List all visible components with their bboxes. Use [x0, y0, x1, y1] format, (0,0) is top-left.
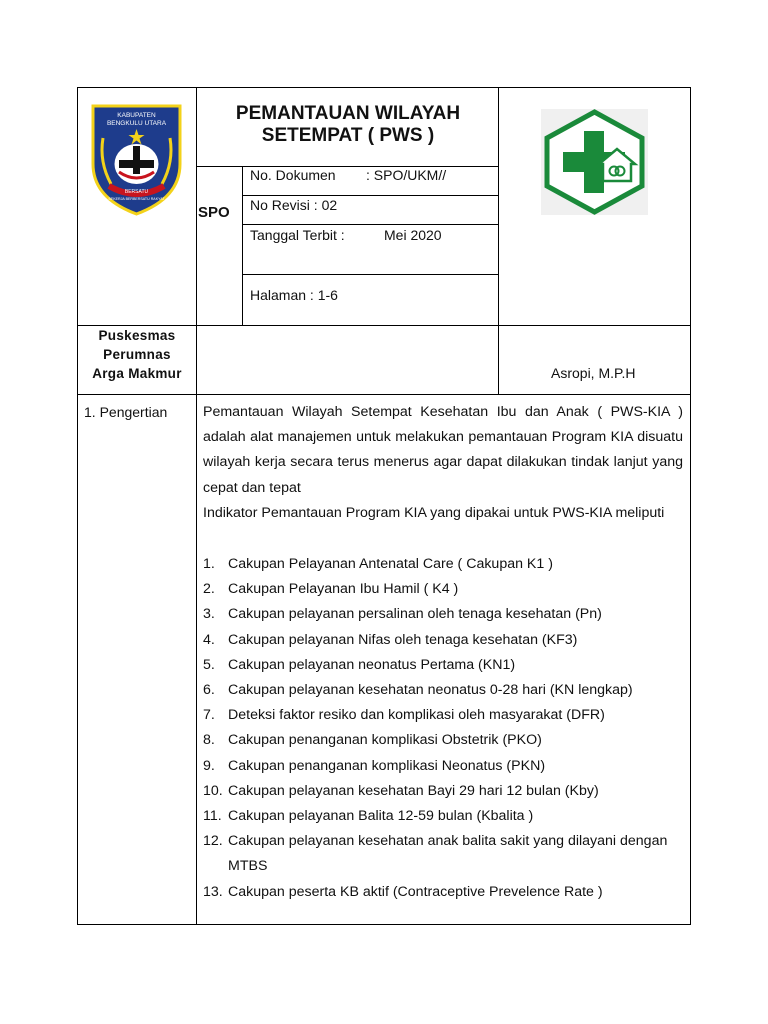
row-revisi-bottom [242, 224, 498, 225]
signer-name: Asropi, M.P.H [551, 365, 636, 381]
spo-label: SPO [198, 204, 230, 221]
row-tanggal-bottom [242, 274, 498, 275]
list-item-text: Cakupan Pelayanan Antenatal Care ( Cakupan K1 ) [228, 556, 553, 572]
list-item-number: 9. [203, 757, 215, 774]
list-item-text: Cakupan pelayanan neonatus Pertama (KN1) [228, 656, 516, 673]
row-title-bottom [196, 166, 498, 167]
list-item-number: 8. [203, 732, 215, 749]
list-item-text: Cakupan Pelayanan Ibu Hamil ( K4 ) [228, 581, 459, 598]
list-item-number: 5. [203, 656, 215, 673]
list-item [203, 678, 683, 703]
document-title [198, 103, 498, 147]
list-item-text: Deteksi faktor resiko dan komplikasi oleh masyarakat (DFR) [228, 707, 605, 724]
row-org-bottom [77, 394, 691, 395]
list-item [203, 804, 683, 829]
logo-text-4: BEKERJA BERBERSATU RAKYAT [108, 197, 165, 201]
tanggal-terbit-label: Tanggal Terbit : [250, 227, 345, 243]
list-item-number: 6. [203, 682, 215, 699]
list-item-text: Cakupan pelayanan kesehatan Bayi 29 hari 12 bulan (Kby) [228, 782, 599, 799]
list-item-number: 13. [203, 883, 223, 900]
list-item-text: Cakupan penanganan komplikasi Obstetrik (PKO) [228, 732, 542, 749]
list-item-number: 7. [203, 707, 215, 724]
list-item-text: Cakupan pelayanan kesehatan anak balita sakit yang dilayani dengan MTBS [228, 833, 668, 875]
list-item [203, 728, 683, 753]
no-revisi: No Revisi : 02 [250, 197, 338, 213]
list-item [203, 703, 683, 728]
list-item-number: 4. [203, 631, 215, 648]
list-item-text: Cakupan pelayanan Balita 12-59 bulan (Kbalita ) [228, 808, 534, 825]
list-item-text: Cakupan pelayanan Nifas oleh tenaga kesehatan (KF3) [228, 631, 578, 648]
list-item-number: 10. [203, 782, 223, 799]
title-line-1: PEMANTAUAN WILAYAH [235, 103, 461, 124]
divider-spo [242, 166, 243, 325]
paragraph-indicators: Indikator Pemantauan Program KIA yang dipakai untuk PWS-KIA meliputi [203, 505, 665, 521]
border-top [77, 87, 691, 88]
no-dokumen-value: : SPO/UKM// [366, 167, 447, 183]
list-item-text: Cakupan pelayanan kesehatan neonatus 0-28 hari (KN lengkap) [228, 682, 633, 699]
list-item [203, 779, 683, 804]
org-line-3: Arga Makmur [92, 366, 182, 381]
list-item-number: 11. [203, 808, 222, 825]
list-item-number: 2. [203, 581, 215, 598]
indicator-list [203, 552, 683, 905]
halaman: Halaman : 1-6 [250, 287, 338, 303]
list-item [203, 628, 683, 653]
paragraph-definition: Pemantauan Wilayah Setempat Kesehatan Ibu dan Anak ( PWS-KIA ) adalah alat manajemen untuk melakukan pemantauan Program KIA disuatu wilayah kerja secara terus menerus agar dapat dilakukan tindak lanjut yang cepat dan tepat [203, 404, 683, 496]
org-line-2: Perumnas [103, 347, 171, 362]
list-item [203, 552, 683, 577]
list-item [203, 829, 683, 879]
divider-col1 [196, 87, 197, 925]
list-item-number: 1. [203, 556, 215, 572]
list-item-text: Cakupan penanganan komplikasi Neonatus (PKN) [228, 757, 546, 774]
list-item-text: Cakupan pelayanan persalinan oleh tenaga kesehatan (Pn) [228, 606, 602, 623]
logo-text-3: BERSATU [124, 189, 149, 195]
organization-name [78, 326, 196, 383]
list-item [203, 577, 683, 602]
border-bottom [77, 924, 691, 925]
section-label: 1. Pengertian [84, 404, 168, 420]
no-dokumen-label: No. Dokumen [250, 167, 336, 183]
logo-text-1: KABUPATEN [117, 112, 156, 119]
list-item [203, 754, 683, 779]
list-item [203, 880, 683, 905]
title-line-2: SETEMPAT ( PWS ) [261, 125, 435, 146]
list-item [203, 602, 683, 627]
tanggal-terbit-value: Mei 2020 [384, 227, 442, 243]
list-item-number: 3. [203, 606, 215, 623]
list-item-text: Cakupan peserta KB aktif (Contraceptive Prevelence Rate ) [228, 883, 603, 900]
list-item-number: 12. [203, 833, 223, 850]
logo-text-2: BENGKULU UTARA [106, 120, 167, 127]
org-line-1: Puskesmas [98, 328, 176, 343]
border-left [77, 87, 78, 925]
kabupaten-bengkulu-utara-logo [89, 102, 184, 216]
list-item [203, 653, 683, 678]
divider-col3 [498, 87, 499, 394]
border-right [690, 87, 691, 925]
puskesmas-logo-icon [541, 109, 648, 215]
